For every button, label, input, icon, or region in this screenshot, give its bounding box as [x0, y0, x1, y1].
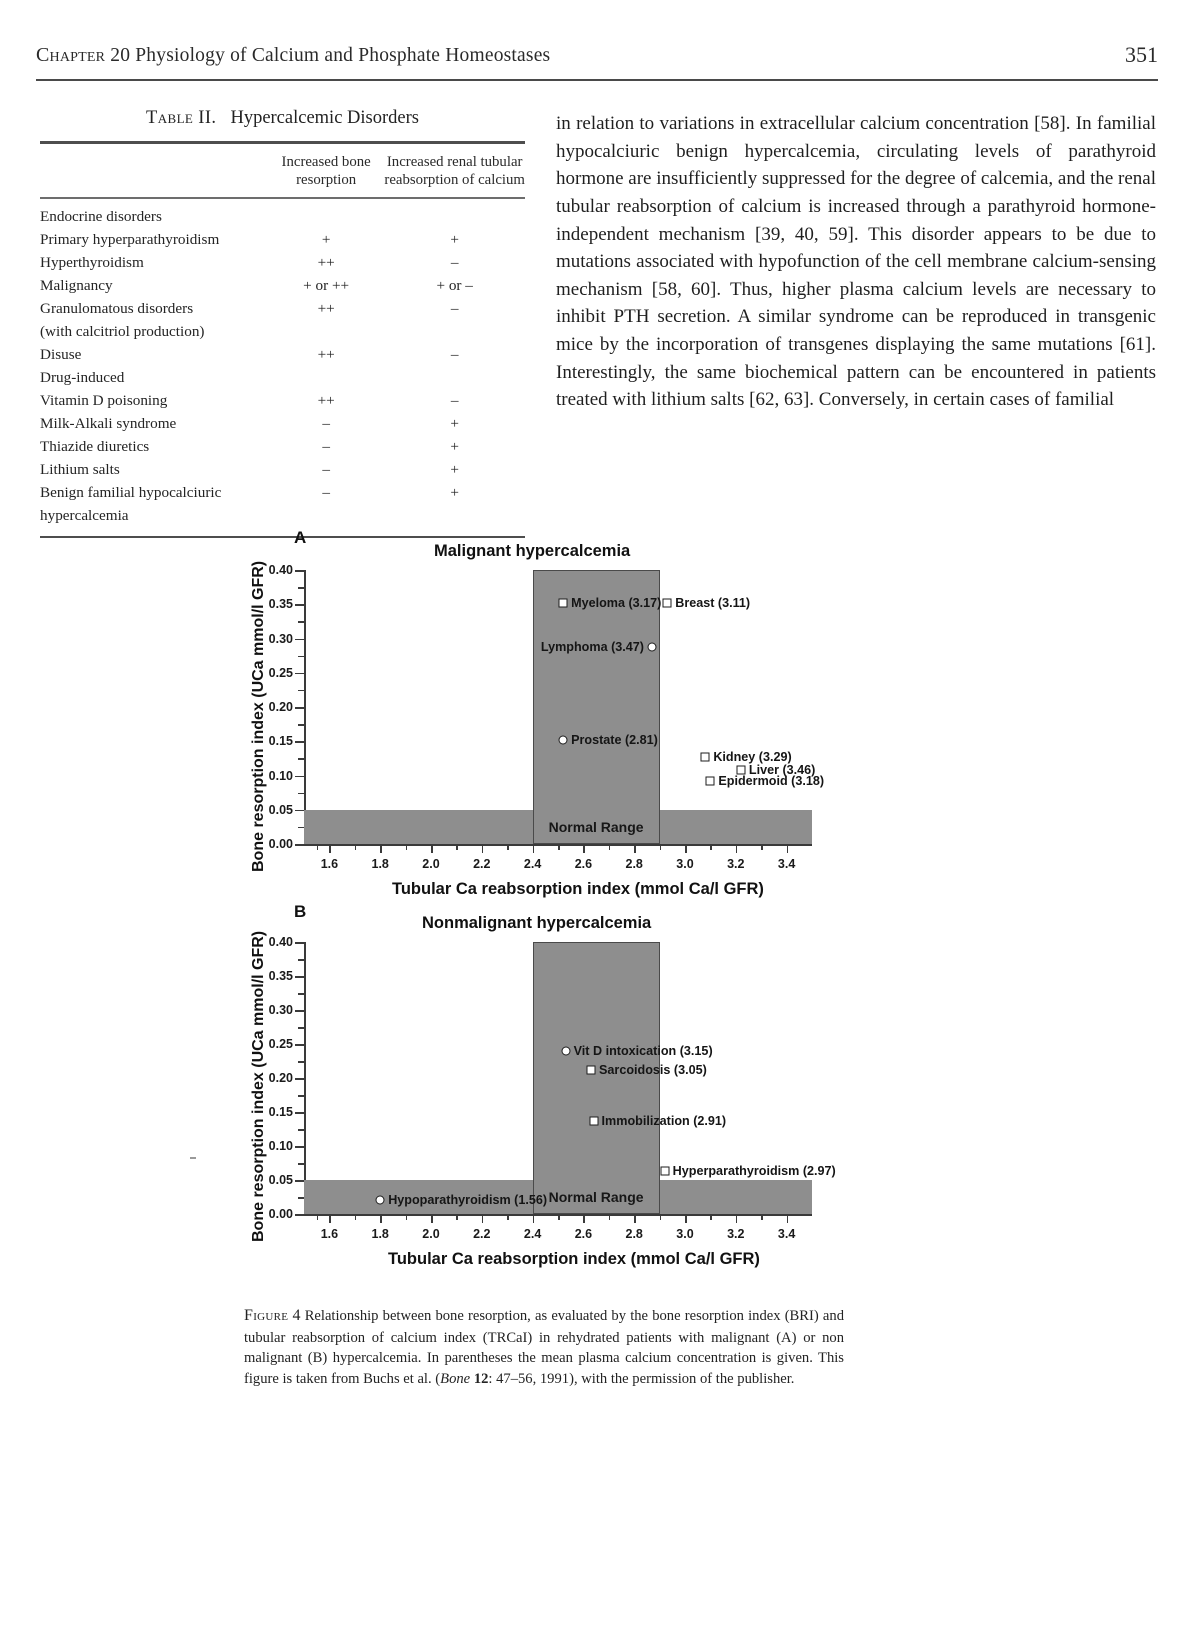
x-tick-b: [583, 1214, 585, 1223]
chapter-number: 20: [110, 45, 131, 66]
table-cell-disorder: Malignancy: [40, 277, 113, 295]
table-label: Table II.: [146, 108, 217, 128]
table-cell-disorder: Hyperthyroidism: [40, 254, 144, 272]
x-tick-minor-b: [355, 1214, 357, 1220]
y-axis-title-b: Bone resorption index (UCa mmol/l GFR): [250, 930, 267, 1242]
data-point-marker: [589, 1116, 598, 1125]
figure-source-volume: 12: [473, 1371, 489, 1388]
table-header-row: [40, 144, 525, 198]
y-tick-minor-b: [298, 1129, 304, 1131]
table-cell-renal: –: [450, 392, 459, 410]
data-point-marker: [587, 1065, 596, 1074]
table-cell-bone: ++: [317, 254, 335, 272]
y-tick-label-b: 0.00: [268, 1207, 293, 1221]
x-tick-a: [533, 844, 535, 853]
y-tick-minor-b: [298, 1163, 304, 1165]
data-point-label: Vit D intoxication (3.15): [573, 1043, 713, 1058]
y-tick-b: [295, 942, 304, 944]
table-cell-disorder: Drug-induced: [40, 369, 125, 387]
figure-number: 4: [292, 1307, 301, 1324]
data-point-marker: [561, 1046, 570, 1055]
chapter-title: Physiology of Calcium and Phosphate Homeostases: [135, 45, 551, 66]
x-tick-minor-b: [710, 1214, 712, 1220]
table-cell-disorder: Thiazide diuretics: [40, 438, 150, 456]
header-divider: [36, 79, 1158, 81]
table-cell-bone: –: [322, 438, 330, 456]
data-point-marker: [559, 735, 568, 744]
x-tick-minor-a: [660, 844, 662, 850]
y-tick-b: [295, 1180, 304, 1182]
y-tick-a: [295, 673, 304, 675]
x-tick-label-a: 1.6: [320, 857, 339, 871]
x-tick-label-b: 1.6: [320, 1227, 339, 1241]
x-tick-minor-a: [456, 844, 458, 850]
x-tick-minor-b: [507, 1214, 509, 1220]
table-cell-disorder: Endocrine disorders: [40, 208, 162, 226]
data-point-label: Sarcoidosis (3.05): [599, 1062, 707, 1077]
y-tick-b: [295, 1010, 304, 1012]
data-point-marker: [701, 753, 710, 762]
table-cell-renal: –: [450, 346, 459, 364]
figure-caption-text: Relationship between bone resorption, as evaluated by the bone resorption index (BRI) and tubular reabsorption of calcium index (TRCaI) in rehydrated patients with malignant (A) or non malignant (B) hypercalcemia. In parentheses the mean plasma calcium concentration is given. This figure is taken from Buchs et al. (: [244, 1308, 844, 1388]
table-cell-renal: [384, 206, 525, 229]
x-tick-a: [380, 844, 382, 853]
table-cell-bone: + or ++: [303, 277, 350, 295]
table-cell-disorder: hypercalcemia: [40, 507, 129, 525]
x-tick-label-b: 1.8: [371, 1227, 389, 1241]
plot-area-b: [268, 935, 836, 1241]
y-tick-a: [295, 707, 304, 709]
y-tick-a: [295, 741, 304, 743]
x-tick-label-b: 2.2: [473, 1227, 491, 1241]
x-tick-label-b: 3.0: [676, 1227, 694, 1241]
x-tick-minor-a: [507, 844, 509, 850]
table-row: [40, 413, 525, 436]
y-tick-b: [295, 1078, 304, 1080]
table-row: [40, 367, 525, 390]
x-tick-minor-b: [406, 1214, 408, 1220]
table-cell-disorder: Primary hyperparathyroidism: [40, 231, 220, 249]
x-tick-minor-a: [317, 844, 319, 850]
y-tick-label-a: 0.35: [268, 597, 293, 612]
running-head: [36, 44, 550, 67]
x-tick-minor-a: [710, 844, 712, 850]
table-cell-renal: [384, 321, 525, 344]
y-tick-minor-a: [298, 793, 304, 795]
x-tick-minor-a: [406, 844, 408, 850]
table-cell-renal: +: [450, 231, 459, 249]
chart-panel-a: [244, 528, 844, 910]
y-tick-label-a: 0.05: [268, 802, 293, 817]
page-number: 351: [1125, 42, 1158, 67]
x-tick-a: [787, 844, 789, 853]
y-tick-label-a: 0.00: [268, 837, 293, 851]
x-tick-label-a: 2.4: [523, 857, 542, 871]
y-tick-label-b: 0.30: [268, 1003, 293, 1017]
y-tick-minor-a: [298, 690, 304, 692]
data-point-marker: [660, 1167, 669, 1176]
data-point-label: Breast (3.11): [675, 595, 751, 610]
table-two: [40, 108, 525, 538]
table-head: [40, 144, 525, 198]
hypercalcemic-disorders-table: [40, 144, 525, 198]
data-point-marker: [663, 598, 672, 607]
y-tick-label-b: 0.35: [268, 969, 293, 983]
x-tick-minor-a: [558, 844, 560, 850]
data-point-label: Myeloma (3.17): [571, 595, 662, 610]
table-cell-bone: –: [322, 484, 330, 502]
table-cell-disorder: Disuse: [40, 346, 82, 364]
y-tick-minor-a: [298, 758, 304, 760]
y-axis-line-a: [304, 570, 306, 844]
table-row: [40, 390, 525, 413]
body-paragraph: in relation to variations in extracellular calcium concentration [58]. In familial hypocalciuric benign hypercalcemia, circulating levels of parathyroid hormone are insufficiently suppressed for the degree of calcemia, and the renal tubular reabsorption of calcium is increased through a parathyroid hormone-independent mechanism [39, 40, 59]. This disorder appears to be due to mutations associated with hypofunction of the cell membrane calcium-sensing mechanism [58, 60]. Thus, higher plasma calcium levels are necessary to inhibit PTH secretion. A similar syndrome can be reproduced in transgenic mice by the incorporation of transgenes displaying the same mutations [61]. Interestingly, the same biochemical pattern can be encountered in patients treated with lithium salts [62, 63]. Conversely, in certain cases of familial: [556, 113, 1157, 411]
x-tick-label-b: 2.6: [574, 1227, 593, 1241]
table-row: [40, 482, 525, 505]
table-cell-bone: ++: [317, 300, 335, 318]
x-tick-label-a: 3.2: [727, 857, 745, 871]
chart-title-b: Nonmalignant hypercalcemia: [422, 914, 652, 932]
y-tick-minor-b: [298, 993, 304, 995]
table-row: [40, 229, 525, 252]
y-tick-label-b: 0.25: [268, 1037, 293, 1051]
column-header-disorder: [40, 144, 268, 198]
normal-range-band-a: [533, 570, 660, 844]
table-cell-bone: +: [321, 231, 331, 249]
table-cell-bone: [268, 206, 384, 229]
x-tick-a: [482, 844, 484, 853]
data-point-label: Hypoparathyroidism (1.56): [388, 1193, 548, 1208]
data-point-label: Liver (3.46): [748, 763, 816, 778]
scan-artifact: [190, 1157, 196, 1159]
chart-panel-b: [244, 902, 844, 1272]
x-tick-label-a: 2.8: [625, 857, 643, 871]
y-tick-b: [295, 1214, 304, 1216]
chapter-label: Chapter: [36, 44, 106, 66]
y-tick-minor-a: [298, 827, 304, 829]
x-tick-b: [482, 1214, 484, 1223]
data-point-label: Epidermoid (3.18): [718, 773, 825, 788]
x-tick-a: [634, 844, 636, 853]
x-tick-a: [583, 844, 585, 853]
data-point-label: Kidney (3.29): [713, 750, 792, 764]
y-tick-b: [295, 1146, 304, 1148]
y-tick-a: [295, 639, 304, 641]
table-cell-bone: ++: [317, 392, 335, 410]
x-tick-label-a: 1.8: [371, 857, 389, 871]
y-tick-minor-a: [298, 724, 304, 726]
x-tick-label-b: 3.4: [777, 1227, 796, 1241]
data-point-label: Hyperparathyroidism (2.97): [672, 1164, 836, 1179]
table-row: [40, 206, 525, 229]
x-tick-b: [685, 1214, 687, 1223]
x-tick-a: [329, 844, 331, 853]
y-tick-a: [295, 844, 304, 846]
y-tick-minor-b: [298, 959, 304, 961]
y-tick-a: [295, 604, 304, 606]
x-tick-b: [329, 1214, 331, 1223]
data-point-marker: [647, 643, 656, 652]
x-tick-label-a: 3.4: [777, 857, 796, 871]
panel-letter-b: B: [294, 902, 307, 921]
figure-label: Figure: [244, 1307, 289, 1324]
panel-letter-a: A: [294, 528, 307, 547]
chart-title-a: Malignant hypercalcemia: [434, 542, 631, 560]
table-cell-bone: [268, 321, 384, 344]
x-tick-label-a: 2.0: [422, 857, 440, 871]
x-tick-minor-b: [761, 1214, 763, 1220]
normal-range-band-b: [533, 942, 660, 1214]
table-cell-bone: ++: [317, 346, 335, 364]
y-tick-a: [295, 776, 304, 778]
figure-source-journal: Bone: [440, 1371, 471, 1388]
y-tick-label-b: 0.40: [268, 935, 293, 949]
table-cell-disorder: Vitamin D poisoning: [40, 392, 168, 410]
y-tick-b: [295, 1044, 304, 1046]
x-tick-label-a: 3.0: [676, 857, 694, 871]
x-tick-minor-a: [761, 844, 763, 850]
table-row: [40, 298, 525, 321]
y-tick-b: [295, 976, 304, 978]
x-tick-a: [736, 844, 738, 853]
x-tick-b: [431, 1214, 433, 1223]
table-cell-renal: +: [450, 415, 459, 433]
table-row: [40, 321, 525, 344]
x-tick-label-a: 2.6: [574, 857, 593, 871]
table-cell-renal: + or –: [436, 277, 473, 295]
x-tick-label-b: 2.4: [523, 1227, 542, 1241]
data-point-marker: [706, 776, 715, 785]
x-tick-b: [634, 1214, 636, 1223]
y-tick-label-a: 0.30: [268, 631, 293, 646]
y-tick-label-b: 0.20: [268, 1071, 293, 1085]
x-tick-minor-b: [660, 1214, 662, 1220]
y-tick-minor-b: [298, 1027, 304, 1029]
y-tick-label-a: 0.25: [268, 665, 293, 680]
x-tick-minor-b: [609, 1214, 611, 1220]
table-row: [40, 436, 525, 459]
table-cell-disorder: (with calcitriol production): [40, 323, 205, 341]
x-tick-label-b: 2.8: [625, 1227, 643, 1241]
y-tick-minor-a: [298, 587, 304, 589]
table-body-wrapper: [40, 206, 525, 528]
table-row: [40, 252, 525, 275]
column-header-renal-reabsorption: Increased renal tubular reabsorption of calcium: [384, 153, 525, 189]
y-tick-minor-b: [298, 1061, 304, 1063]
x-tick-a: [685, 844, 687, 853]
y-tick-minor-b: [298, 1197, 304, 1199]
table-cell-disorder: Granulomatous disorders: [40, 300, 194, 318]
table-cell-disorder: Lithium salts: [40, 461, 120, 479]
table-caption: [40, 108, 525, 129]
x-tick-minor-b: [456, 1214, 458, 1220]
y-tick-label-b: 0.15: [268, 1105, 293, 1119]
x-tick-b: [736, 1214, 738, 1223]
x-axis-title-a: Tubular Ca reabsorption index (mmol Ca/l GFR): [392, 880, 764, 898]
y-axis-line-b: [304, 942, 306, 1214]
data-point-marker: [559, 598, 568, 607]
figure-caption: [244, 1305, 844, 1390]
x-tick-label-a: 2.2: [473, 857, 491, 871]
figure-4: [0, 512, 1190, 1312]
table-row: [40, 344, 525, 367]
table-cell-disorder: Milk-Alkali syndrome: [40, 415, 177, 433]
y-tick-a: [295, 570, 304, 572]
y-tick-a: [295, 810, 304, 812]
normal-range-label-a: Normal Range: [548, 818, 644, 835]
y-tick-label-a: 0.20: [268, 700, 293, 714]
table-title: Hypercalcemic Disorders: [230, 108, 419, 128]
y-tick-minor-a: [298, 621, 304, 623]
x-tick-minor-a: [609, 844, 611, 850]
table-row: [40, 275, 525, 298]
x-tick-minor-a: [355, 844, 357, 850]
table-cell-renal: –: [450, 254, 459, 272]
data-point-label: Prostate (2.81): [571, 732, 658, 747]
y-tick-b: [295, 1112, 304, 1114]
table-cell-bone: –: [322, 415, 330, 433]
table-cell-disorder: Benign familial hypocalciuric: [40, 484, 222, 502]
y-tick-label-a: 0.15: [268, 734, 293, 749]
x-tick-a: [431, 844, 433, 853]
figure-source-pages: : 47–56, 1991), with the permission of the publisher.: [488, 1371, 795, 1388]
data-point-marker: [376, 1196, 385, 1205]
table-cell-renal: –: [450, 300, 459, 318]
table-cell-renal: +: [450, 461, 459, 479]
data-point-label: Immobilization (2.91): [601, 1113, 727, 1128]
y-axis-title-a: Bone resorption index (UCa mmol/l GFR): [250, 560, 267, 872]
x-tick-minor-b: [558, 1214, 560, 1220]
x-tick-label-b: 3.2: [727, 1227, 745, 1241]
plot-area-a: [268, 563, 825, 871]
y-tick-label-b: 0.05: [268, 1173, 293, 1187]
table-cell-renal: [384, 367, 525, 390]
y-tick-label-a: 0.40: [268, 563, 293, 577]
table-row: [40, 459, 525, 482]
x-tick-label-b: 2.0: [422, 1227, 440, 1241]
y-tick-minor-b: [298, 1095, 304, 1097]
x-tick-b: [533, 1214, 535, 1223]
table-body: [40, 206, 525, 528]
table-cell-bone: –: [322, 461, 330, 479]
x-tick-b: [787, 1214, 789, 1223]
x-tick-b: [380, 1214, 382, 1223]
x-tick-minor-b: [317, 1214, 319, 1220]
column-header-bone-resorption: Increased bone resorption: [281, 153, 371, 189]
y-tick-minor-a: [298, 656, 304, 658]
y-tick-label-a: 0.10: [268, 768, 293, 783]
table-cell-bone: [268, 367, 384, 390]
normal-range-label-b: Normal Range: [548, 1189, 644, 1205]
table-cell-renal: +: [450, 438, 459, 456]
page-header: [36, 44, 1158, 78]
table-cell-renal: +: [450, 484, 459, 502]
x-axis-title-b: Tubular Ca reabsorption index (mmol Ca/l GFR): [388, 1250, 760, 1268]
data-point-label: Lymphoma (3.47): [540, 640, 644, 655]
y-tick-label-b: 0.10: [268, 1139, 293, 1153]
